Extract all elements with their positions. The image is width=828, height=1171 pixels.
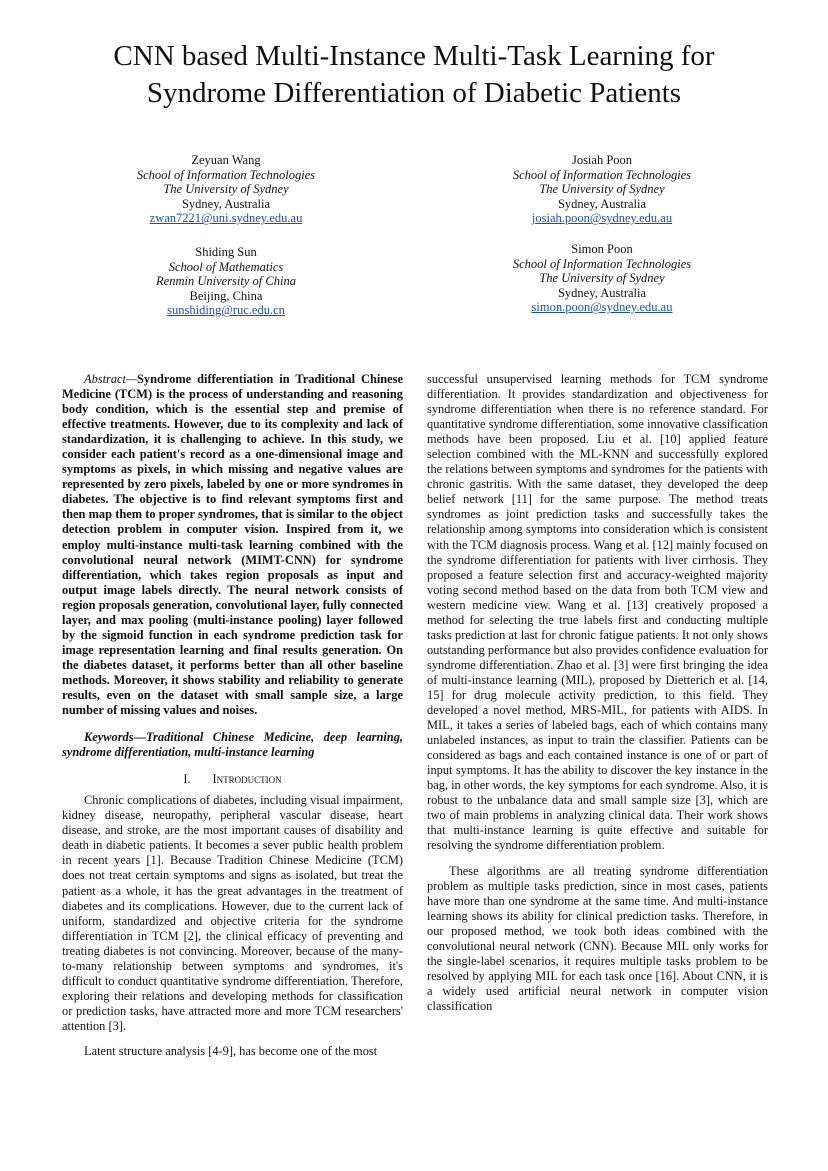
right-column [427, 372, 768, 1014]
author-block-1 [96, 153, 356, 226]
abstract-lead: Abstract— [84, 372, 138, 386]
section-title: Introduction [212, 772, 282, 787]
section-number: I. [183, 772, 191, 787]
keywords: Keywords—Traditional Chinese Medicine, deep learning, syndrome differentiation, multi-instance learning [62, 730, 403, 760]
abstract [62, 372, 403, 718]
author-school: School of Information Technologies [512, 167, 692, 182]
author-school: School of Mathematics [168, 259, 284, 274]
body-paragraph: successful unsupervised learning methods for TCM syndrome differentiation. It provides standardization and objectiveness for syndrome differentiation when there is no reference standard. For quantitative syndrome differentiation, some innovative classification methods have been proposed. Liu et al. [10] applied feature selection combined with the ML-KNN and successfully explored the relations between symptoms and syndromes for the patients with chronic gastritis. With the same dataset, they developed the deep belief network [11] for the same purpose. The method treats syndromes as joint prediction tasks and successfully takes the relationship among symptoms into consideration which is consistent with the TCM diagnosis process. Wang et al. [12] mainly focused on the syndrome differentiation for patients with liver cirrhosis. They proposed a feature selection first and accuracy-weighted majority voting second method based on the data from both TCM view and western medicine view. Wang et al. [13] creatively proposed a method for selecting the true labels first and conducting multiple tasks prediction at last for chronic fatigue patients. It not only shows outstanding performance but also provides confidence evaluation for syndrome differentiation. Zhao et al. [3] were first bringing the idea of multi-instance learning (MIL), proposed by Dietterich et al. [14, 15] for drug molecule activity prediction, to this field. They developed a novel method, MRS-MIL, for patients with AIDS. In MIL, it takes a series of labeled bags, each of which contains many unlabeled instances, as input to train the classifier. Patients can be considered as bags and each contained instance is one of or part of input symptoms. It has the ability to discover the key instance in the bag, in other words, the key symptoms for each syndrome. Also, it is robust to the unbalance data and small sample size [3], which are two of main problems in analyzing clinical data. Their work shows that multi-instance learning is quite effective and suitable for resolving the syndrome differentiation problem. [427, 372, 768, 853]
author-email-link[interactable]: zwan7221@uni.sydney.edu.au [149, 211, 303, 226]
author-block-4 [472, 242, 732, 315]
author-email-link[interactable]: simon.poon@sydney.edu.au [531, 300, 673, 315]
author-email-link[interactable]: sunshiding@ruc.edu.cn [167, 303, 285, 318]
author-name: Josiah Poon [571, 153, 633, 167]
author-name: Shiding Sun [195, 245, 257, 259]
author-university: Renmin University of China [156, 274, 296, 289]
left-column [62, 372, 403, 1059]
author-location: Beijing, China [189, 288, 263, 303]
author-university: The University of Sydney [539, 182, 665, 197]
body-paragraph: Latent structure analysis [4-9], has become one of the most [84, 1043, 378, 1058]
author-name: Zeyuan Wang [191, 153, 261, 167]
title-line-1: CNN based Multi-Instance Multi-Task Learning for [113, 40, 715, 72]
author-location: Sydney, Australia [557, 196, 647, 211]
author-location: Sydney, Australia [557, 285, 647, 300]
body-paragraph: Chronic complications of diabetes, including visual impairment, kidney disease, neuropathy, peripheral vascular disease, heart disease, and stroke, are the most important causes of disability and death in diabetic patients. It becomes a sever public health problem in recent years [1]. Because Tradition Chinese Medicine (TCM) does not treat certain symptoms and signs as isolated, but treat the patient as a whole, it has the great advantages in the treatment of diabetes and its complications. However, due to the current lack of uniform, standardized and objective criteria for the syndrome differentiation in TCM [2], the clinical efficacy of preventing and treating diabetes is not convincing. Moreover, because of the many-to-many relationship between symptoms and syndromes, it's difficult to conduct quantitative syndrome differentiation. Therefore, exploring their relations and developing methods for classification or prediction tasks, have attracted more and more TCM researchers' attention [3]. [62, 793, 403, 1033]
author-school: School of Information Technologies [512, 256, 692, 271]
section-heading [62, 772, 403, 787]
author-school: School of Information Technologies [136, 167, 316, 182]
author-location: Sydney, Australia [181, 196, 271, 211]
author-university: The University of Sydney [539, 271, 665, 286]
author-name: Simon Poon [571, 242, 633, 256]
author-university: The University of Sydney [163, 182, 289, 197]
author-block-3 [96, 245, 356, 318]
body-paragraph: These algorithms are all treating syndrome differentiation problem as multiple tasks prediction, since in most cases, patients have more than one syndrome at the same time. And multi-instance learning shows its ability for clinical prediction tasks. Therefore, in our proposed method, we took both ideas combined with the convolutional neural network (CNN). Because MIL only works for the single-label scenarios, it requires multiple tasks problem to be resolved by applying MIL for each task once [16]. About CNN, it is a widely used artificial neural network in computer vision classification [427, 863, 768, 1013]
abstract-text: Syndrome differentiation in Traditional Chinese Medicine (TCM) is the process of understanding and reasoning body condition, which is the essential step and premise of effective treatments. However, due to its complexity and lack of standardization, it is challenging to achieve. In this study, we consider each patient's record as a one-dimensional image and symptoms as pixels, in which missing and negative values are represented by zero pixels, labeled by one or more syndromes in diabetes. The objective is to find relevant symptoms first and then map them to proper syndromes, that is similar to the object detection problem in computer vision. Inspired from it, we employ multi-instance multi-task learning combined with the convolutional neural network (MIMT-CNN) for syndrome differentiation, which takes region proposals as input and output image labels directly. The neural network consists of region proposals generation, convolutional layer, fully connected layer, and max pooling (multi-instance pooling) layer followed by the sigmoid function in each syndrome prediction task for image representation learning and final results generation. On the diabetes dataset, it performs better than all other baseline methods. Moreover, it shows stability and reliability to generate results, even on the dataset with small sample size, a large number of missing values and noises. [62, 372, 403, 718]
title-line-2: Syndrome Differentiation of Diabetic Patients [146, 77, 682, 109]
author-email-link[interactable]: josiah.poon@sydney.edu.au [531, 211, 673, 226]
author-block-2 [472, 153, 732, 226]
paper-title [0, 38, 828, 112]
